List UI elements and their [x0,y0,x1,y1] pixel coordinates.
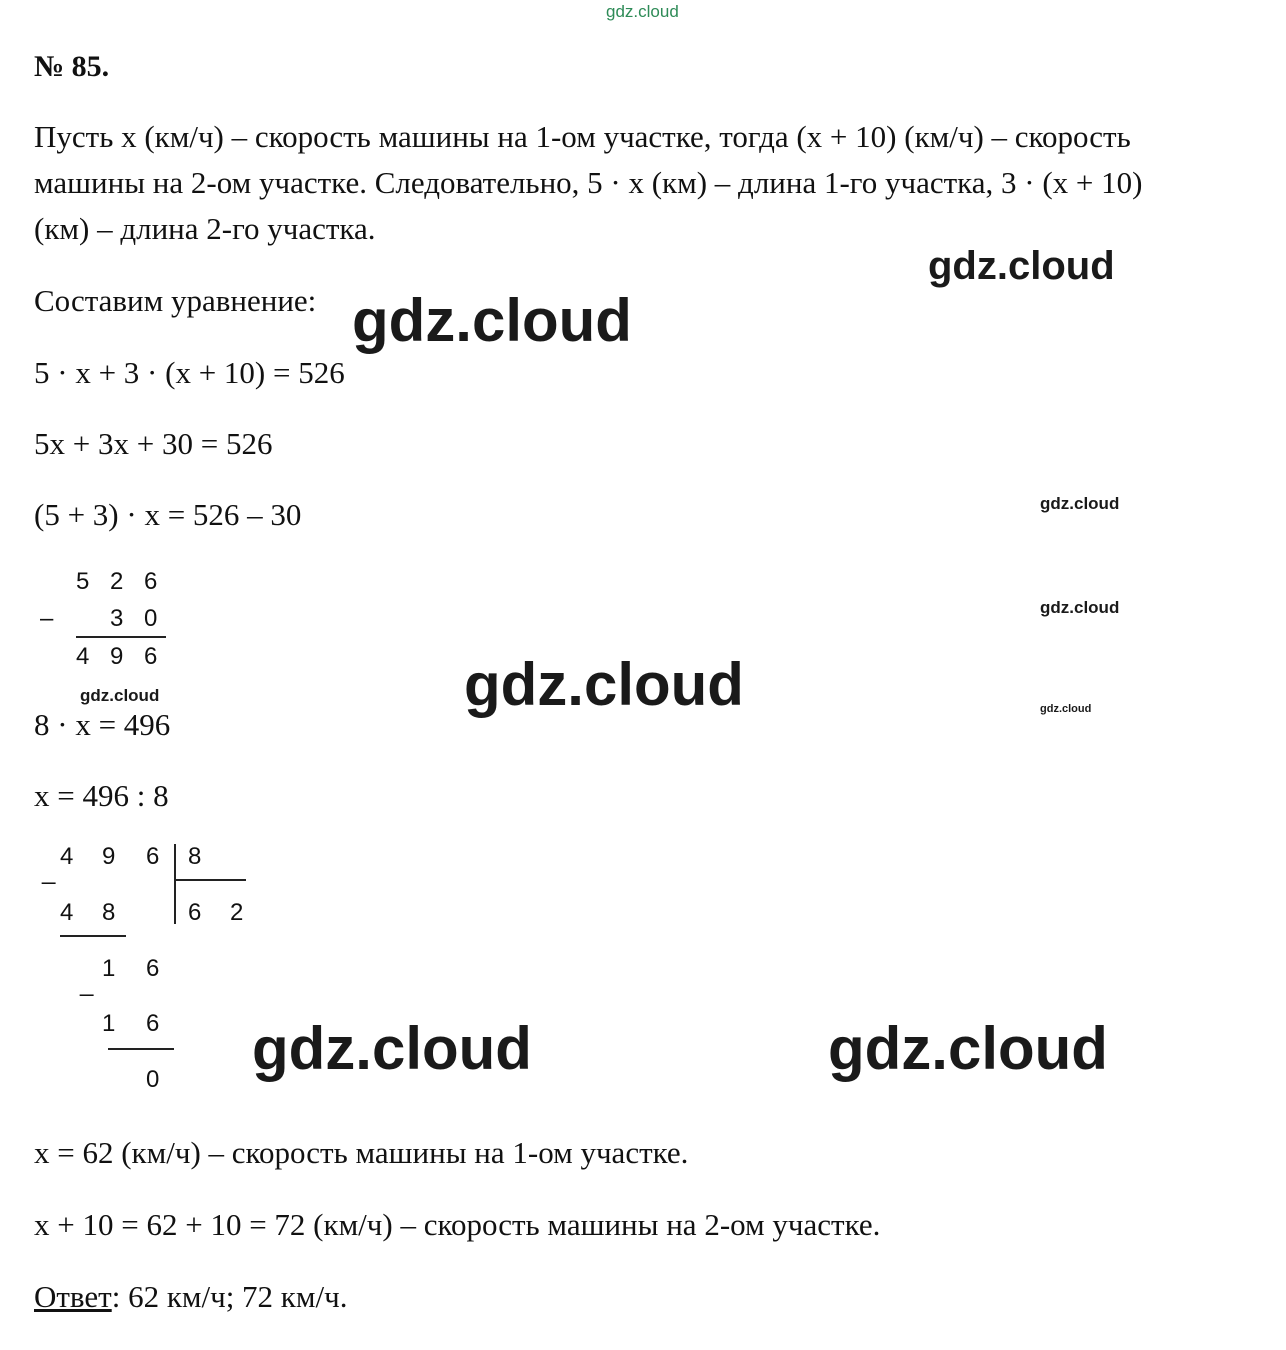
minuend-digit: 6 [144,568,158,595]
minus-sign: _ [80,970,94,997]
step-digit: 6 [146,1010,160,1037]
remainder: 0 [146,1066,160,1093]
dividend-digit: 6 [146,843,160,870]
difference-digit: 4 [76,643,90,670]
result-1: x = 62 (км/ч) – скорость машины на 1-ом участке. [34,1135,689,1170]
equation-3: (5 + 3) · x = 526 – 30 [34,497,302,532]
watermark-top: gdz.cloud [606,2,679,21]
quotient-digit: 2 [230,899,244,926]
quotient-line [174,879,246,881]
minuend-digit: 5 [76,568,90,595]
watermark: gdz.cloud [1040,494,1120,513]
equation-5: x = 496 : 8 [34,778,169,813]
difference-digit: 9 [110,643,124,670]
subtrahend-digit: 3 [110,605,124,632]
step-digit: 1 [102,955,116,982]
answer [34,1274,347,1320]
divisor: 8 [188,843,202,870]
minuend-digit: 2 [110,568,124,595]
equation-4: 8 · x = 496 [34,707,171,742]
watermark: gdz.cloud [1040,598,1120,617]
step-line [108,1048,174,1050]
watermark: gdz.cloud [464,651,744,718]
equation-2: 5x + 3x + 30 = 526 [34,426,273,461]
watermark: gdz.cloud [252,1015,532,1082]
step-digit: 6 [146,955,160,982]
dividend-digit: 9 [102,843,116,870]
minus-sign: – [40,605,54,632]
watermark: gdz.cloud [1040,703,1092,715]
watermark: gdz.cloud [928,244,1115,288]
division-bar [174,844,176,924]
subtrahend-digit: 0 [144,605,158,632]
problem-number: № 85. [34,50,110,83]
answer-label: Ответ [34,1279,112,1314]
result-2: x + 10 = 62 + 10 = 72 (км/ч) – скорость машины на 2-ом участке. [34,1207,881,1242]
minus-sign: _ [42,858,56,885]
problem-explanation: Пусть x (км/ч) – скорость машины на 1-ом участке, тогда (x + 10) (км/ч) – скорость машины на 2-ом участке. Следовательно, 5 · x (км) – длина 1-го участка, 3 · (x + 10) (км) – длина 2-го участка. [34,119,1143,246]
step-digit: 4 [60,899,74,926]
equation-1: 5 · x + 3 · (x + 10) = 526 [34,355,345,390]
difference-digit: 6 [144,643,158,670]
step-digit: 8 [102,899,116,926]
step-line [60,935,126,937]
subtraction-line [76,636,166,638]
watermark: gdz.cloud [352,287,632,354]
dividend-digit: 4 [60,843,74,870]
watermark: gdz.cloud [80,686,160,705]
watermark: gdz.cloud [828,1015,1108,1082]
quotient-digit: 6 [188,899,202,926]
compose-label: Составим уравнение: [34,283,317,318]
step-digit: 1 [102,1010,116,1037]
answer-text: : 62 км/ч; 72 км/ч. [111,1279,348,1314]
